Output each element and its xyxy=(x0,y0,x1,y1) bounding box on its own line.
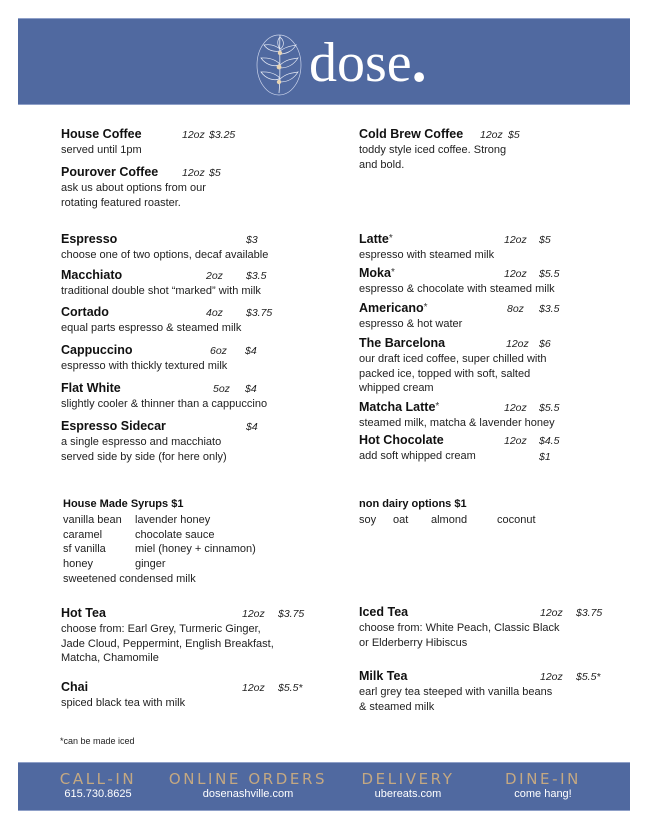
menu-item-house-coffee: House Coffee 12oz $3.25 served until 1pm xyxy=(61,127,236,156)
phone-number[interactable]: 615.730.8625 xyxy=(64,788,132,800)
menu-item-the-barcelona: The Barcelona 12oz $6 our draft iced coffee, super chilled with packed ice, topped with soft, salted whipped cream xyxy=(359,336,551,394)
coffee-branch-icon xyxy=(244,27,314,99)
menu-item-hot-tea: Hot Tea 12oz $3.75 choose from: Earl Grey, Turmeric Ginger, Jade Cloud, Peppermint, English Breakfast, Matcha, Chamomile xyxy=(61,606,305,664)
syrups-title: House Made Syrups $1 xyxy=(63,498,184,510)
footnote-iced: *can be made iced xyxy=(60,736,135,746)
menu-item-iced-tea: Iced Tea 12oz $3.75 choose from: White Peach, Classic Black or Elderberry Hibiscus xyxy=(359,605,603,649)
menu-item-espresso-sidecar: Espresso Sidecar $4 a single espresso and macchiato served side by side (for here only) xyxy=(61,419,258,463)
syrup-condensed-milk: sweetened condensed milk xyxy=(63,572,196,585)
whipped-cream-price: $1 xyxy=(539,451,551,463)
footer-call-in: CALL-IN 615.730.8625 xyxy=(59,770,137,800)
menu-item-cortado: Cortado 4oz $3.75 equal parts espresso & steamed milk xyxy=(61,305,273,334)
menu-item-matcha-latte: Matcha Latte* 12oz $5.5 steamed milk, matcha & lavender honey xyxy=(359,400,560,429)
menu-item-pourover-coffee: Pourover Coffee 12oz $5 ask us about options from our rotating featured roaster. xyxy=(61,165,221,209)
footer-banner xyxy=(18,762,630,811)
header-banner xyxy=(18,18,630,105)
brand-wordmark: dose. xyxy=(309,28,427,94)
footer-delivery: DELIVERY ubereats.com xyxy=(358,771,458,801)
non-dairy-section xyxy=(359,497,536,528)
menu-item-moka: Moka* 12oz $5.5 espresso & chocolate with steamed milk xyxy=(359,266,560,295)
menu-item-americano: Americano* 8oz $3.5 espresso & hot water xyxy=(359,301,560,330)
menu-item-hot-chocolate: Hot Chocolate 12oz $4.5 add soft whipped cream $1 xyxy=(359,433,560,463)
house-syrups-section xyxy=(63,497,256,587)
footer-online-orders: ONLINE ORDERS dosenashville.com xyxy=(168,770,328,800)
website-link[interactable]: dosenashville.com xyxy=(202,788,294,800)
menu-item-macchiato: Macchiato 2oz $3.5 traditional double shot “marked” with milk xyxy=(61,268,267,297)
footer-dine-in: DINE-IN come hang! xyxy=(505,770,581,800)
syrups-list: vanilla bean lavender honey caramel chocolate sauce sf vanilla miel (honey + cinnamon) honey ginger xyxy=(63,513,256,571)
menu-item-cappuccino: Cappuccino 6oz $4 espresso with thickly textured milk xyxy=(61,343,257,372)
menu-item-milk-tea: Milk Tea 12oz $5.5* earl grey tea steeped with vanilla beans & steamed milk xyxy=(359,669,601,713)
menu-item-latte: Latte* 12oz $5 espresso with steamed milk xyxy=(359,232,551,261)
non-dairy-options: soy oat almond coconut xyxy=(359,513,536,526)
menu-item-espresso: Espresso $3 choose one of two options, decaf available xyxy=(61,232,269,261)
menu-item-flat-white: Flat White 5oz $4 slightly cooler & thinner than a cappuccino xyxy=(61,381,268,410)
delivery-link[interactable]: ubereats.com xyxy=(374,788,442,800)
menu-item-cold-brew: Cold Brew Coffee 12oz $5 toddy style iced coffee. Strong and bold. xyxy=(359,127,520,171)
non-dairy-title: non dairy options $1 xyxy=(359,498,467,510)
menu-item-chai: Chai 12oz $5.5* spiced black tea with milk xyxy=(61,680,303,709)
